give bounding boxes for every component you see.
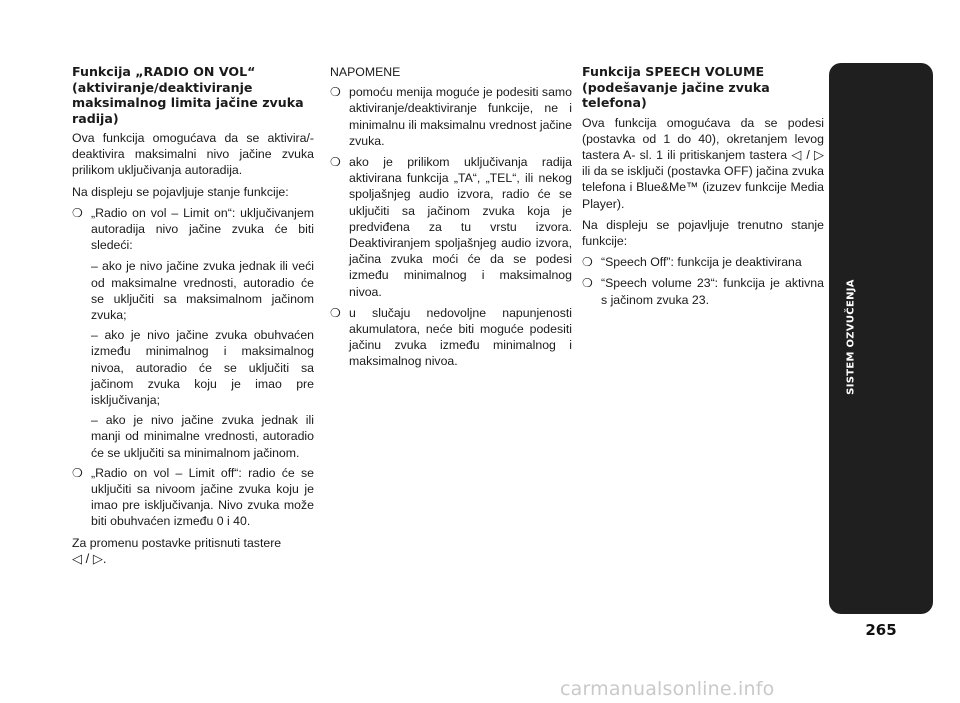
section-tab-text: SISTEM OZVUČENJA	[845, 279, 857, 395]
sub-item: – ako je nivo jačine zvuka obuhvaćen između minimalnog i maksimalnog nivoa, autoradio će se uključiti sa jačinom zvuka koju je imao pre isključivanja;	[91, 328, 314, 408]
section-heading-radio-on-vol: Funkcija „RADIO ON VOL“ (aktiviranje/deaktiviranje maksimalnog limita jačine zvuka radija)	[72, 64, 304, 126]
paragraph-text: ili da se isključi (postavka OFF) jačina zvuka telefona i Blue&Me™ (izuzev funkcije Media Player).	[582, 164, 824, 211]
arrow-left-icon: ◁	[791, 146, 803, 162]
paragraph	[582, 115, 824, 212]
bullet-icon: ❍	[582, 255, 593, 270]
sub-item: – ako je nivo jačine zvuka jednak ili manji od minimalne vrednosti, autoradio će se uključiti sa minimalnom jačinom.	[91, 413, 314, 460]
left-column	[72, 64, 314, 572]
bullet-icon: ❍	[330, 155, 341, 170]
paragraph: Na displeju se pojavljuje stanje funkcije:	[72, 184, 289, 199]
paragraph	[72, 535, 314, 567]
bullet-icon: ❍	[72, 465, 83, 480]
paragraph: Ova funkcija omogućava da se aktivira/-deaktivira maksimalni nivo jačine zvuka prilikom uključivanja autoradija.	[72, 131, 314, 178]
list-item-text: „Radio on vol – Limit on“: uključivanjem autoradija nivo jačine zvuka će biti sledeći:	[91, 205, 314, 253]
arrow-keys-icon: ◁ / ▷.	[72, 550, 107, 566]
list-item	[582, 254, 824, 270]
bullet-icon: ❍	[72, 205, 83, 220]
list-item	[72, 465, 314, 530]
separator: /	[806, 147, 810, 162]
bullet-icon: ❍	[330, 85, 341, 100]
list-item-text: pomoću menija moguće je podesiti samo aktiviranje/deaktiviranje funkcije, ne i minimalnu ili maksimalnu vrednost jačine zvuka.	[349, 85, 572, 148]
list-item-text: “Speech volume 23“: funkcija je aktivna s jačinom zvuka 23.	[601, 276, 824, 307]
list-item-text: „Radio on vol – Limit off“: radio će se uključiti sa nivoom jačine zvuka koju je imao pre isključivanja. Nivo zvuka može biti obuhvaćen između 0 i 40.	[91, 465, 314, 529]
list-item-text: u slučaju nedovoljne napunjenosti akumulatora, neće biti moguće podesiti jačinu zvuka između minimalnog i maksimalnog nivoa.	[349, 305, 572, 369]
paragraph: Na displeju se pojavljuje trenutno stanje funkcije:	[582, 217, 824, 248]
arrow-right-icon: ▷	[814, 146, 825, 162]
watermark: carmanualsonline.info	[560, 678, 775, 700]
list-item	[582, 275, 824, 307]
paragraph-text: Ova funkcija omogućava da se podesi (postavka od 1 do 40), okretanjem levog tastera A- sl. 1 ili pritiskanjem tastera	[582, 115, 824, 162]
middle-column	[330, 64, 572, 375]
notes-label: NAPOMENE	[330, 65, 401, 79]
section-heading-speech-volume: Funkcija SPEECH VOLUME (podešavanje jačine zvuka telefona)	[582, 64, 770, 110]
list-item	[330, 154, 572, 300]
bullet-icon: ❍	[330, 305, 341, 320]
bullet-icon: ❍	[582, 276, 593, 291]
list-item-text: ako je prilikom uključivanja radija aktivirana funkcija „TA“, „TEL“, ili nekog spoljašnjeg audio izvora, radio će se uključiti sa jačinom zvuka koja je predviđena za tu vrstu izvora. Deaktiviranjem spoljašnjeg audio izvora, jačina zvuka moći će da se podesi između minimalnog i maksimalnog nivoa.	[349, 155, 572, 299]
page-number: 265	[865, 621, 897, 639]
list-item-text: “Speech Off”: funkcija je deaktivirana	[601, 255, 802, 270]
paragraph-text: Za promenu postavke pritisnuti tastere	[72, 535, 282, 550]
right-column	[582, 64, 824, 313]
list-item	[330, 305, 572, 370]
list-item	[330, 84, 572, 149]
sub-item: – ako je nivo jačine zvuka jednak ili veći od maksimalne vrednosti, autoradio će se uključiti sa maksimalnom jačinom zvuka;	[91, 259, 314, 323]
list-item	[72, 205, 314, 254]
